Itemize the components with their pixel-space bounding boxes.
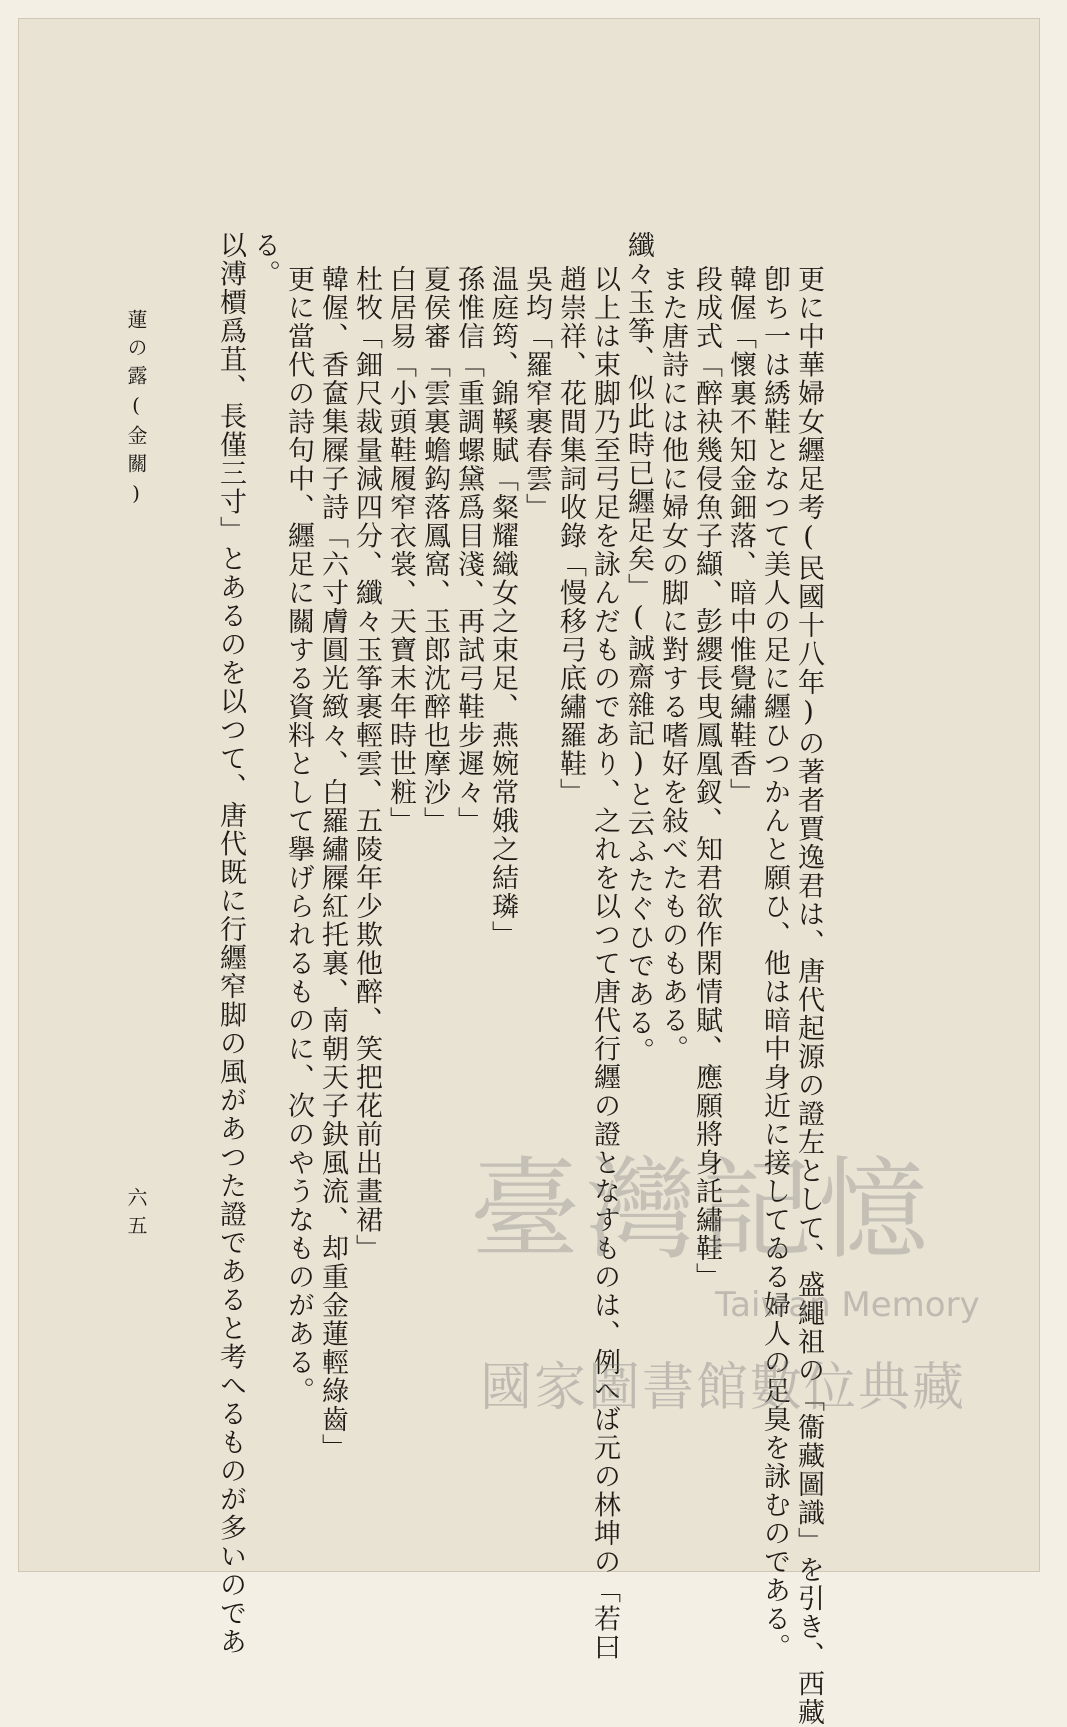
page-number: 六五	[124, 1187, 148, 1243]
text-column-2: る。	[249, 231, 280, 288]
text-column-17: 卽ち一は綉鞋となつて美人の足に纒ひつかんと願ひ、他は暗中身近に接してゐる婦人の足臭を詠むのである。	[759, 265, 790, 1662]
text-column-18: 更に中華婦女纒足考(民國十八年)の著者賈逸君は、唐代起源の證左として、盛繩祖の「衞藏圖識」を引き、西藏	[793, 265, 824, 1727]
book-page	[18, 18, 1040, 1727]
text-column-8: 孫惟信「重調螺黛爲目淺、再試弓鞋步遲々」	[453, 265, 484, 835]
text-column-14: また唐詩には他に婦女の脚に對する嗜好を敍べたものもある。	[657, 265, 688, 1063]
text-column-1: 以溥檟爲苴、長僅三寸」とあるのを以つて、唐代既に行纒窄脚の風があつた證であると考へるものが多いのであ	[215, 231, 246, 1656]
text-column-16: 韓偓「懷裏不知金鈿落、暗中惟覺繡鞋香」	[725, 265, 756, 807]
text-column-10: 吳均「羅窄裹春雲」	[521, 265, 552, 522]
watermark-logo: 臺灣記憶	[470, 1146, 934, 1274]
text-column-4: 韓偓、香奩集屧子詩「六寸膚圓光緻々、白羅繡屧紅托裏、南朝天子鈌風流、却重金蓮輕綠齒」	[317, 265, 348, 1462]
text-column-12: 以上は束脚乃至弓足を詠んだものであり、之れを以つて唐代行纒の證となすものは、例へば元の林坤の「若曰	[589, 265, 620, 1662]
text-column-9: 温庭筠、錦鞵賦「粲耀織女之束足、燕婉常娥之結璘」	[487, 265, 518, 949]
watermark-institution: 國家圖書館數位典藏	[480, 1358, 967, 1418]
running-title: 蓮の露(金關)	[124, 309, 148, 513]
text-column-15: 段成式「醉袂幾侵魚子纈、彭纓長曳鳳凰釵、知君欲作閑情賦、應願將身託繡鞋」	[691, 265, 722, 1291]
text-column-7: 夏侯審「雲裏蟾鈎落鳳窩、玉郎沈醉也摩沙」	[419, 265, 450, 835]
text-column-11: 趙崇祥、花間集詞收錄「慢移弓底繡羅鞋」	[555, 265, 586, 807]
watermark-english: Taiwan Memory	[715, 1285, 980, 1325]
text-column-13: 纖々玉筝、似此時已纒足矣」(誠齋雜記)と云ふたぐひである。	[623, 231, 654, 1066]
text-column-6: 白居易「小頭鞋履窄衣裳、天寶末年時世粧」	[385, 265, 416, 835]
text-column-3: 更に當代の詩句中、纒足に關する資料として擧げられるものに、次のやうなものがある。	[283, 265, 314, 1405]
text-column-5: 杜牧「鈿尺裁量減四分、纖々玉筝裹輕雲、五陵年少欺他醉、笑把花前出畫裙」	[351, 265, 382, 1263]
